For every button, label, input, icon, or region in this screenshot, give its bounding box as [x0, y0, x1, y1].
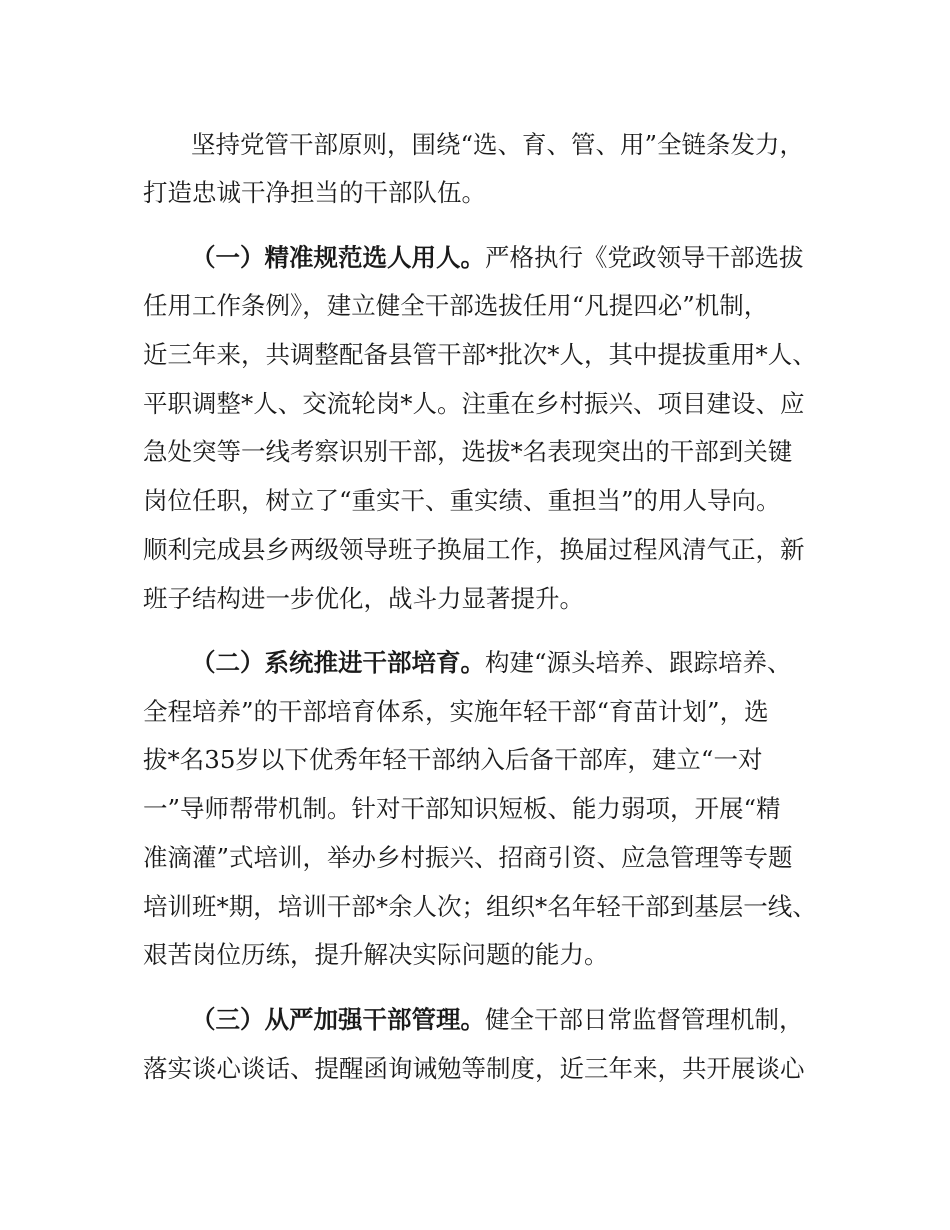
paragraph-line: 准滴灌”式培训，举办乡村振兴、招商引资、应急管理等专题: [143, 843, 793, 872]
paragraph-line: 拔*名35岁以下优秀年轻干部纳入后备干部库，建立“一对: [143, 745, 763, 774]
paragraph-line: 全程培养”的干部培育体系，实施年轻干部“育苗计划”，选: [143, 697, 769, 726]
paragraph-line: 任用工作条例》，建立健全干部选拔任用“凡提四必”机制，: [143, 291, 769, 320]
paragraph-line: 落实谈心谈话、提醒函询诫勉等制度，近三年来，共开展谈心: [143, 1054, 805, 1083]
paragraph-line: 艰苦岗位历练，提升解决实际问题的能力。: [143, 940, 609, 969]
paragraph-text: 健全干部日常监督管理机制，: [485, 1005, 804, 1034]
section-heading: （二）系统推进干部培育。: [191, 648, 485, 677]
paragraph-line: 班子结构进一步优化，战斗力显著提升。: [143, 584, 584, 613]
paragraph-text: 严格执行《党政领导干部选拔: [485, 243, 804, 272]
paragraph-line: 培训班*期，培训干部*余人次；组织*名年轻干部到基层一线、: [143, 892, 817, 921]
paragraph-line: 岗位任职，树立了“重实干、重实绩、重担当”的用人导向。: [143, 486, 781, 515]
paragraph-line: 顺利完成县乡两级领导班子换届工作，换届过程风清气正，新: [143, 535, 805, 564]
section-heading: （一）精准规范选人用人。: [191, 243, 485, 272]
paragraph-line: 打造忠诚干净担当的干部队伍。: [143, 178, 486, 207]
paragraph-line: [191, 646, 871, 680]
paragraph-line: 平职调整*人、交流轮岗*人。注重在乡村振兴、项目建设、应: [143, 389, 805, 418]
paragraph-line: 坚持党管干部原则，围绕“选、育、管、用”全链条发力，: [191, 130, 805, 159]
paragraph-text: 构建“源头培养、跟踪培养、: [485, 648, 792, 677]
paragraph-line: [191, 1003, 871, 1037]
section-heading: （三）从严加强干部管理。: [191, 1005, 485, 1034]
paragraph-line: 急处突等一线考察识别干部，选拔*名表现突出的干部到关键: [143, 437, 793, 466]
paragraph-line: 一”导师帮带机制。针对干部知识短板、能力弱项，开展“精: [143, 794, 781, 823]
paragraph-line: [191, 241, 871, 275]
paragraph-line: 近三年来，共调整配备县管干部*批次*人，其中提拔重用*人、: [143, 340, 817, 369]
